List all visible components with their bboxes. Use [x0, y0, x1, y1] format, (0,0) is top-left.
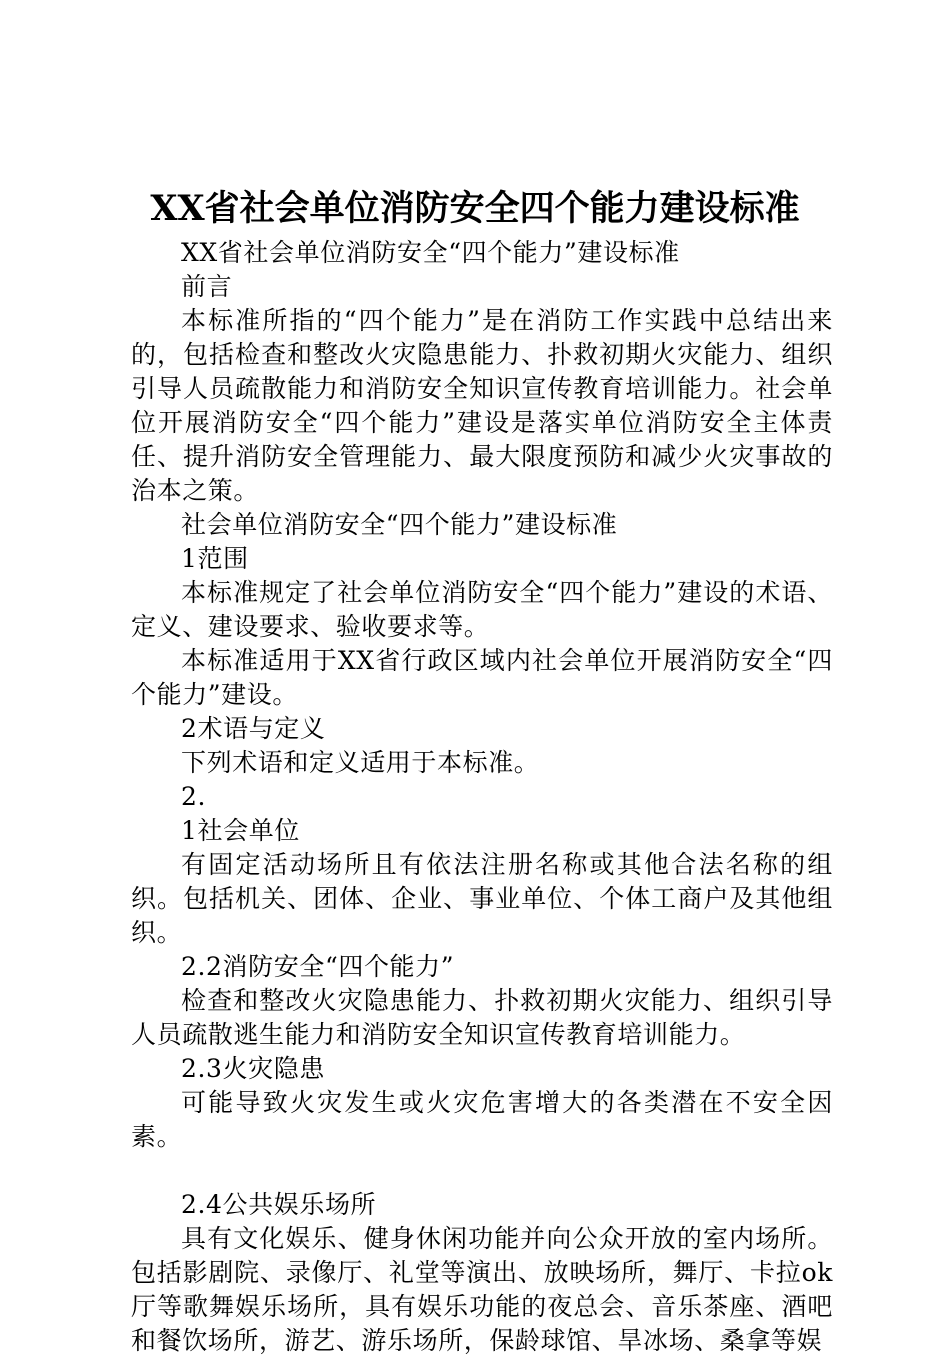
document-body	[131, 236, 833, 1358]
scope-paragraph-2: 本标准适用于XX省行政区域内社会单位开展消防安全“四个能力”建设。	[131, 646, 833, 709]
terms-intro-paragraph: 下列术语和定义适用于本标准。	[181, 748, 540, 777]
term-heading-social-unit: 1社会单位	[181, 816, 300, 845]
standard-heading: 社会单位消防安全“四个能力”建设标准	[181, 510, 618, 539]
section-heading-terms: 2术语与定义	[181, 714, 326, 743]
preface-paragraph: 本标准所指的“四个能力”是在消防工作实践中总结出来的，包括检查和整改火灾隐患能力、扑救初期火灾能力、组织引导人员疏散能力和消防安全知识宣传教育培训能力。社会单位开展消防安全“四个能力”建设是落实单位消防安全主体责任、提升消防安全管理能力、最大限度预防和减少火灾事故的治本之策。	[131, 306, 833, 505]
term-definition-fire-hazard: 可能导致火灾发生或火灾危害增大的各类潜在不安全因素。	[131, 1088, 833, 1151]
term-definition-public-entertainment: 具有文化娱乐、健身休闲功能并向公众开放的室内场所。包括影剧院、录像厅、礼堂等演出、放映场所，舞厅、卡拉ok厅等歌舞娱乐场所，具有娱乐功能的夜总会、音乐茶座、酒吧和餐饮场所，游艺、游乐场所，保龄球馆、旱冰场、桑拿等娱	[131, 1224, 833, 1355]
term-heading-four-abilities: 2.2消防安全“四个能力”	[181, 952, 455, 981]
paragraph-spacer	[131, 1154, 833, 1188]
subtitle-paragraph: XX省社会单位消防安全“四个能力”建设标准	[181, 238, 680, 267]
term-definition-four-abilities: 检查和整改火灾隐患能力、扑救初期火灾能力、组织引导人员疏散逃生能力和消防安全知识宣传教育培训能力。	[131, 986, 833, 1049]
term-heading-public-entertainment: 2.4公共娱乐场所	[181, 1190, 377, 1219]
term-heading-fire-hazard: 2.3火灾隐患	[181, 1054, 325, 1083]
section-number-fragment: 2.	[181, 782, 207, 811]
scope-paragraph-1: 本标准规定了社会单位消防安全“四个能力”建设的术语、定义、建设要求、验收要求等。	[131, 578, 833, 641]
preface-heading: 前言	[181, 272, 233, 301]
document-title: XX省社会单位消防安全四个能力建设标准	[150, 188, 800, 229]
term-definition-social-unit: 有固定活动场所且有依法注册名称或其他合法名称的组织。包括机关、团体、企业、事业单位、个体工商户及其他组织。	[131, 850, 833, 947]
section-heading-scope: 1范围	[181, 544, 249, 573]
